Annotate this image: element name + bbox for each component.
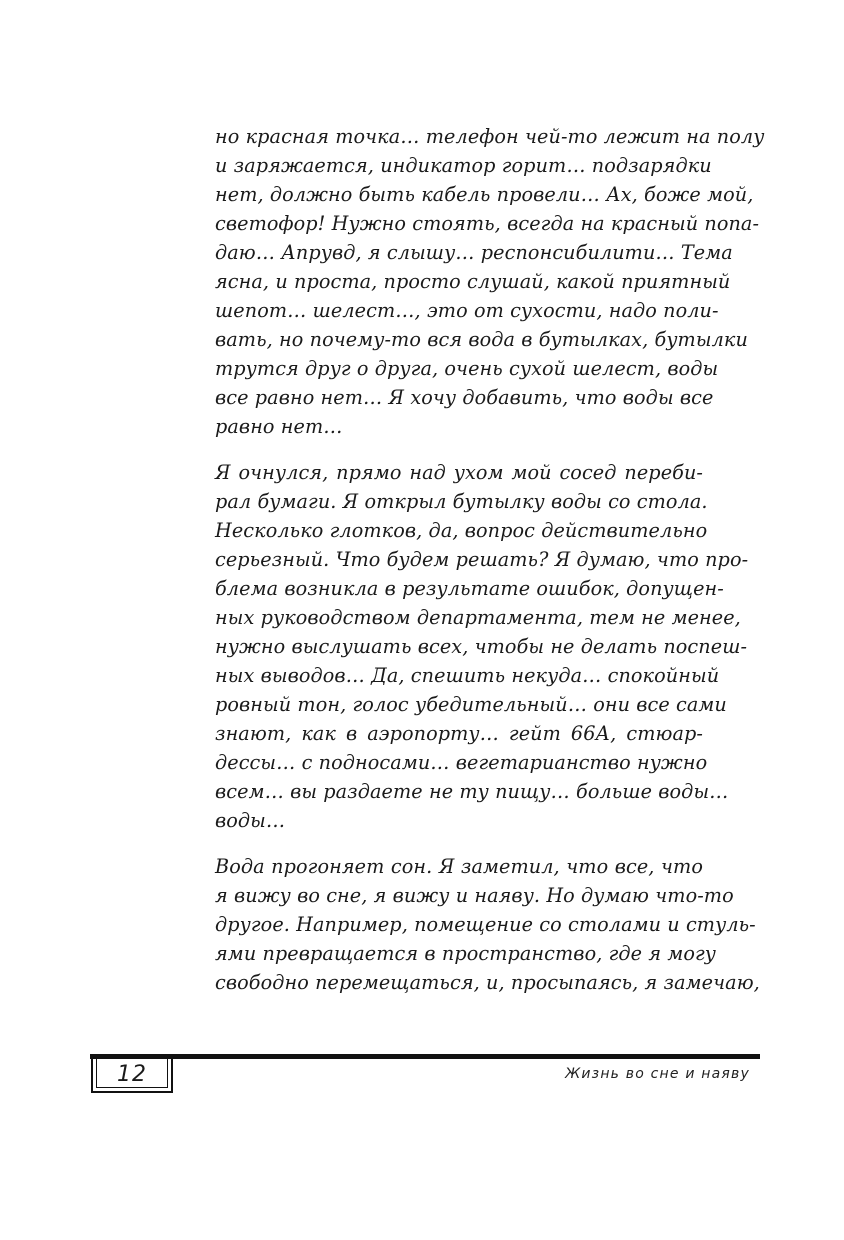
text-line: нет, должно быть кабель провели… Ах, боже мой, (215, 183, 754, 206)
text-line: Вода прогоняет сон. Я заметил, что все, что (215, 855, 703, 878)
body-text (215, 122, 765, 1014)
page-number: 12 (117, 1062, 147, 1087)
text-line: равно нет… (215, 415, 343, 438)
text-line: ных руководством департамента, тем не менее, (215, 606, 741, 629)
text-line: рал бумаги. Я открыл бутылку воды со стола. (215, 490, 708, 513)
text-line: другое. Например, помещение со столами и стуль- (215, 913, 756, 936)
text-line: светофор! Нужно стоять, всегда на красный попа- (215, 212, 760, 235)
text-line: ясна, и проста, просто слушай, какой приятный (215, 270, 731, 293)
paragraph (215, 852, 760, 997)
text-line: вать, но почему-то вся вода в бутылках, бутылки (215, 328, 748, 351)
paragraph (215, 458, 749, 835)
text-line: всем… вы раздаете не ту пищу… больше воды… (215, 780, 729, 803)
text-line: дессы… с подносами… вегетарианство нужно (215, 751, 708, 774)
text-line: свободно перемещаться, и, просыпаясь, я замечаю, (215, 971, 760, 994)
text-line: даю… Апрувд, я слышу… респонсибилити… Тема (215, 241, 733, 264)
running-title: Жизнь во сне и наяву (565, 1066, 750, 1082)
text-line: серьезный. Что будем решать? Я думаю, что про- (215, 548, 749, 571)
text-line: ями превращается в пространство, где я могу (215, 942, 717, 965)
footer-rule (90, 1054, 760, 1059)
text-line: воды… (215, 809, 286, 832)
text-line: я вижу во сне, я вижу и наяву. Но думаю что-то (215, 884, 734, 907)
text-line: ровный тон, голос убедительный… они все сами (215, 693, 727, 716)
text-line: нужно выслушать всех, чтобы не делать поспеш- (215, 635, 748, 658)
text-line: Несколько глотков, да, вопрос действительно (215, 519, 708, 542)
text-line: и заряжается, индикатор горит… подзарядки (215, 154, 712, 177)
text-line: трутся друг о друга, очень сухой шелест, воды (215, 357, 719, 380)
text-line: все равно нет… Я хочу добавить, что воды все (215, 386, 714, 409)
page-number-box (91, 1059, 173, 1093)
text-line: блема возникла в результате ошибок, допущен- (215, 577, 724, 600)
paragraph (215, 122, 765, 441)
text-line: шепот… шелест…, это от сухости, надо поли- (215, 299, 719, 322)
text-line: ных выводов… Да, спешить некуда… спокойный (215, 664, 720, 687)
text-line: Я очнулся, прямо над ухом мой сосед переби- (215, 461, 703, 484)
text-line: знают, как в аэропорту… гейт 66А, стюар- (215, 722, 703, 745)
text-line: но красная точка… телефон чей-то лежит на полу (215, 125, 765, 148)
